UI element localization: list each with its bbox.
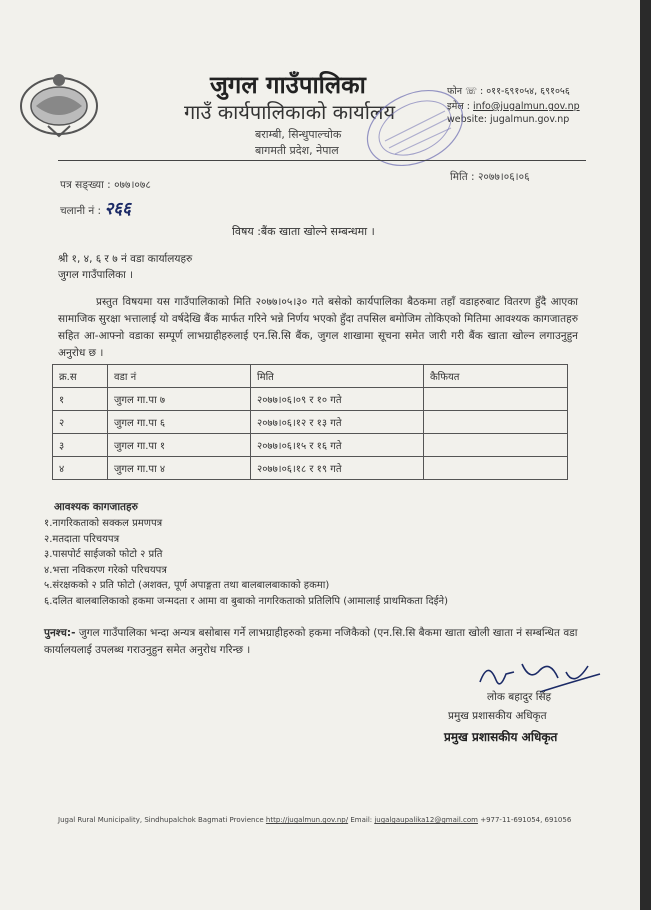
phone-label: फोन (447, 86, 463, 97)
cell-remarks (424, 434, 568, 457)
date-value: २०७७।०६।०६ (477, 171, 530, 183)
footer-email-link[interactable]: jugalgaupalika12@gmail.com (374, 816, 478, 824)
cell-date: २०७७।०६।१२ र १३ गते (251, 411, 424, 434)
address-line-2: बागमती प्रदेश, नेपाल (255, 144, 339, 157)
header-date: मिति (251, 365, 424, 388)
header-remarks: कैफियत (424, 365, 568, 388)
list-item: १.नागरिकताको सक्कल प्रमणपत्र (44, 518, 163, 529)
addressee-line-2: जुगल गाउँपालिका । (58, 269, 134, 281)
cell-remarks (424, 411, 568, 434)
nepal-emblem-icon (18, 66, 100, 138)
postscript-label: पुनश्च:- (44, 627, 76, 639)
footer-email-label: Email: (350, 816, 373, 824)
list-item: ४.भत्ता नविकरण गरेको परिचयपत्र (44, 564, 167, 576)
municipality-name: जुगल गाउँपालिका (210, 71, 366, 99)
date-label: मिति : (450, 171, 475, 183)
phone-icon: ☏ (465, 86, 477, 97)
cell-date: २०७७।०६।०९ र १० गते (251, 388, 424, 411)
letter-number-label: पत्र सङ्ख्या : (60, 179, 111, 191)
signatory-name: लोक बहादुर सिंह (487, 691, 552, 703)
letter-number-value: ०७७।०७८ (114, 179, 151, 191)
header-serial: क्र.स (53, 365, 108, 388)
list-item: २.मतदाता परिचयपत्र (44, 533, 120, 545)
table-row (53, 434, 568, 457)
list-item: ६.दलित बालबालिकाको हकमा जन्मदता र आमा वा बुबाको नागरिकताको प्रतिलिपि (आमालाई प्राथमिकता दिईने) (44, 595, 448, 607)
office-stamp-icon (355, 86, 467, 166)
cell-serial: ४ (53, 457, 108, 480)
cell-date: २०७७।०६।१८ र १९ गते (251, 457, 424, 480)
office-name: गाउँ कार्यपालिकाको कार्यालय (184, 100, 396, 124)
cell-serial: २ (53, 411, 108, 434)
cell-ward: जुगल गा.पा ४ (108, 457, 251, 480)
cell-ward: जुगल गा.पा ७ (108, 388, 251, 411)
letter-subject: विषय :बैंक खाता खोल्ने सम्बन्धमा । (232, 225, 375, 238)
cell-remarks (424, 388, 568, 411)
website-label: website: (447, 114, 488, 125)
cell-serial: १ (53, 388, 108, 411)
signatory-title: प्रमुख प्रशासकीय अधिकृत (448, 710, 547, 722)
footer-phone: +977-11-691054, 691056 (480, 816, 572, 824)
letter-number (60, 178, 151, 192)
footer-url-link[interactable]: http://jugalmun.gov.np/ (265, 816, 349, 824)
dispatch-number-label: चलानी नं : (60, 205, 102, 217)
table-header-row (53, 365, 568, 388)
email-label: इमेल : (447, 101, 471, 112)
signatory-title-stamp: प्रमुख प्रशासकीय अधिकृत (444, 730, 558, 744)
cell-ward: जुगल गा.पा १ (108, 434, 251, 457)
header-divider (58, 160, 586, 161)
table-row (53, 457, 568, 480)
address-line-1: बराम्बी, सिन्धुपाल्चोक (255, 128, 342, 141)
table-row (53, 388, 568, 411)
table-row (53, 411, 568, 434)
list-item: ५.संरक्षकको २ प्रति फोटो (अशक्त, पूर्ण अपाङ्गता तथा बालबालबाकाको हकमा) (44, 580, 330, 591)
list-item: ३.पासपोर्ट साईजको फोटो २ प्रति (44, 549, 163, 560)
email-link[interactable]: info@jugalmun.gov.np (473, 101, 580, 112)
cell-remarks (424, 457, 568, 480)
background-edge (640, 0, 651, 910)
addressee-line-1: श्री १, ४, ६ र ७ नं वडा कार्यालयहरु (58, 253, 193, 265)
requirements-list (44, 516, 448, 609)
dispatch-number (60, 196, 131, 219)
footer-prefix: Jugal Rural Municipality, Sindhupalchok Bagmati Provience (58, 816, 264, 824)
cell-ward: जुगल गा.पा ६ (108, 411, 251, 434)
phone-value: : ०११-६९१०५४, ६९१०५६ (480, 86, 570, 97)
cell-date: २०७७।०६।१५ र १६ गते (251, 434, 424, 457)
dispatch-number-value: २६६ (104, 199, 131, 219)
schedule-table (52, 364, 568, 480)
letter-date (450, 170, 530, 184)
letter-body: प्रस्तुत विषयमा यस गाउँपालिकाको मिति २०७७।०५।३० गते बसेको कार्यपालिका बैठकमा तहाँ वडाहरुबाट वितरण हुँदै आएका सामाजिक सुरक्षा भत्तालाई यो वर्षदेखि बैंक मार्फत गरिने भन्ने निर्णय भएको हुँदा तपसिल बमोजिम तोकिएको मितिमा आवश्यक कागजातहरु सहित आ-आफ्नो वडाका सम्पूर्ण लाभग्राहीहरुलाई एन.सि.सि बैंक, जुगल शाखामा सूचना समेत जारी गरी बैंक खाता खोल्न लगाउनुहुन अनुरोध छ । (58, 296, 578, 359)
website-value[interactable]: jugalmun.gov.np (490, 114, 570, 125)
header-ward: वडा नं (108, 365, 251, 388)
cell-serial: ३ (53, 434, 108, 457)
postscript-text: जुगल गाउँपालिका भन्दा अन्यत्र बसोबास गर्ने लाभग्राहीहरुको हकमा नजिकैको (एन.सि.सि बैकमा खाता खोली खाता नं सम्बन्धित वडा कार्यालयलाई उपलब्ध गराउनुहुन समेत अनुरोध गरिन्छ । (44, 627, 578, 656)
footer (58, 816, 571, 824)
requirements-heading: आवश्यक कागजातहरु (54, 501, 138, 513)
